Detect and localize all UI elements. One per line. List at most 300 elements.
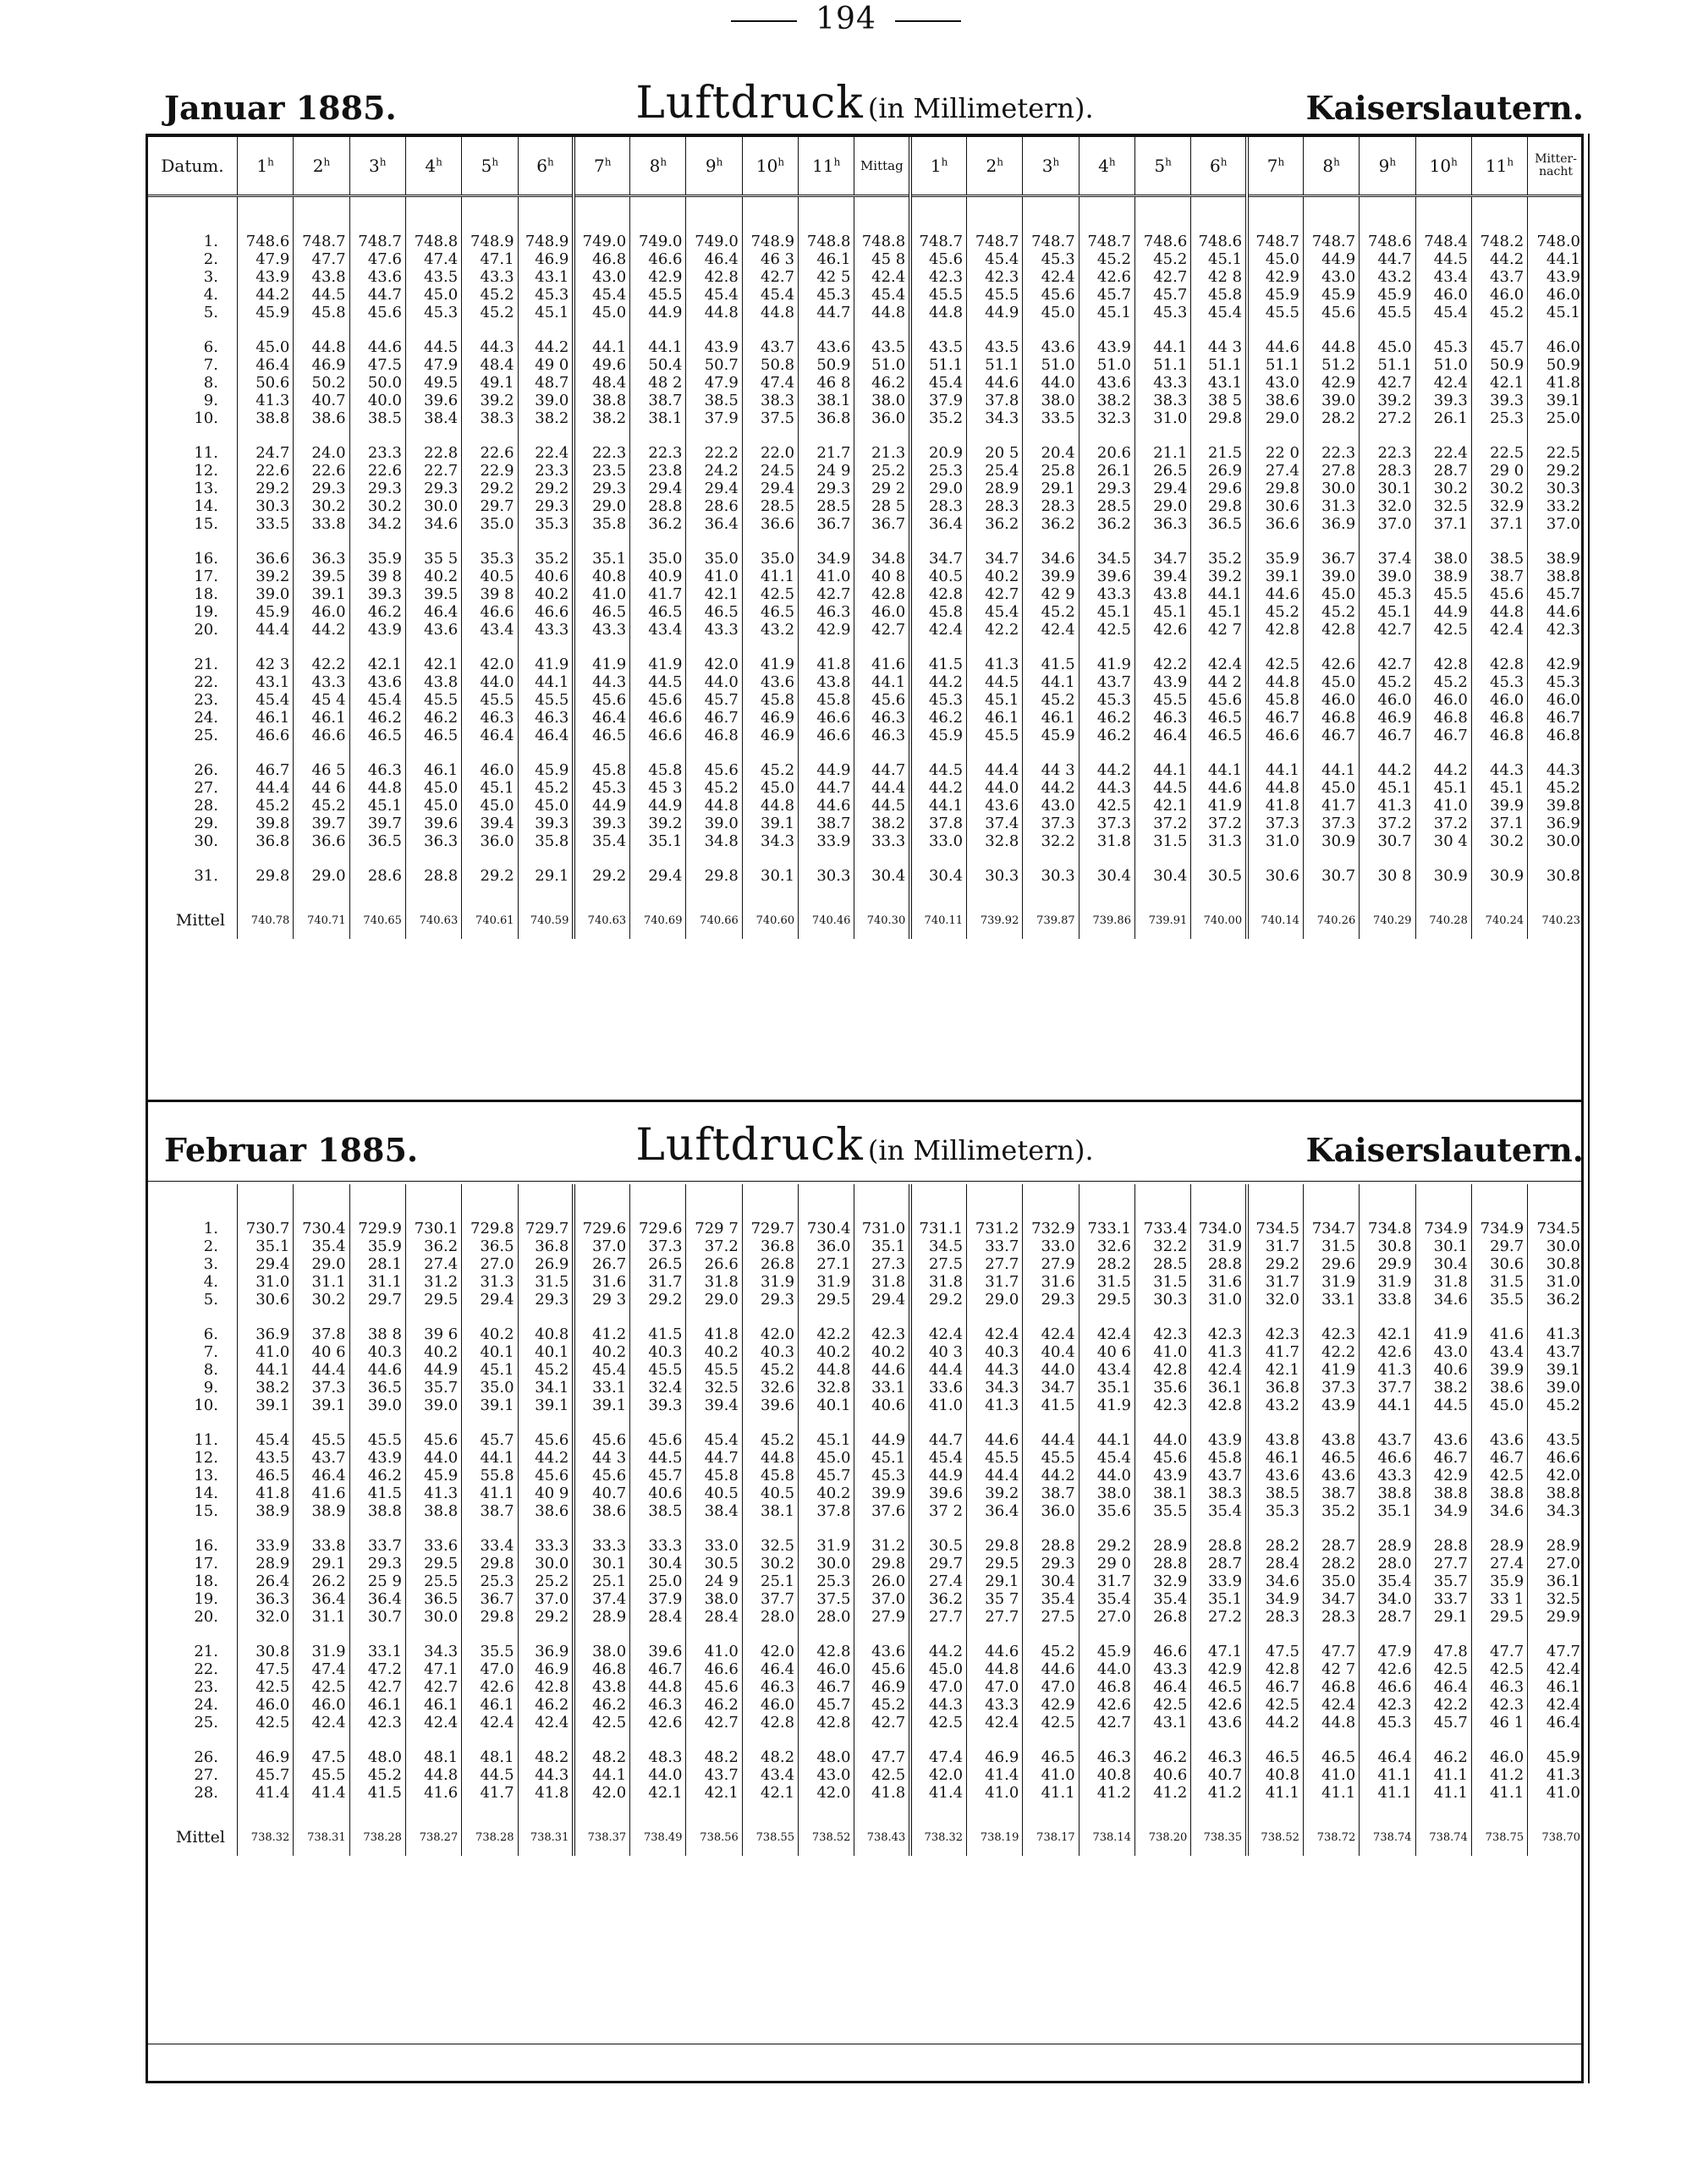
value-cell: 21.5 bbox=[1191, 444, 1247, 462]
value-cell: 48.3 bbox=[630, 1748, 686, 1766]
value-cell: 41.2 bbox=[1079, 1784, 1134, 1802]
value-cell: 42.1 bbox=[1247, 1361, 1303, 1379]
value-cell: 45.2 bbox=[686, 779, 742, 797]
value-cell: 31.0 bbox=[1191, 1291, 1247, 1309]
value-cell: 44.8 bbox=[1247, 673, 1303, 691]
value-cell: 22.4 bbox=[518, 444, 574, 462]
value-cell: 28.9 bbox=[1528, 1537, 1584, 1555]
value-cell: 46.7 bbox=[1360, 727, 1415, 744]
table-row bbox=[148, 550, 1584, 568]
value-cell: 731.0 bbox=[854, 1220, 910, 1237]
value-cell: 49.5 bbox=[405, 374, 461, 392]
value-cell: 39.6 bbox=[630, 1643, 686, 1660]
value-cell: 28.9 bbox=[1471, 1537, 1527, 1555]
value-cell: 36.2 bbox=[630, 515, 686, 533]
value-cell: 39.3 bbox=[1471, 392, 1527, 409]
value-cell: 28.9 bbox=[1360, 1537, 1415, 1555]
value-cell: 40.8 bbox=[574, 568, 629, 585]
value-cell: 29.8 bbox=[1191, 497, 1247, 515]
value-cell: 42.8 bbox=[854, 585, 910, 603]
value-cell: 34.3 bbox=[742, 832, 798, 850]
header-hour: 11$^h$ bbox=[799, 137, 854, 196]
value-cell: 44.9 bbox=[1303, 250, 1359, 268]
value-cell: 39.2 bbox=[462, 392, 518, 409]
mean-cell: 740.26 bbox=[1303, 902, 1359, 939]
value-cell: 44.5 bbox=[405, 338, 461, 356]
value-cell: 42.9 bbox=[1247, 268, 1303, 286]
value-cell: 44.7 bbox=[854, 761, 910, 779]
value-cell: 44.8 bbox=[1303, 338, 1359, 356]
value-cell: 36.5 bbox=[1191, 515, 1247, 533]
value-cell: 45.7 bbox=[630, 1467, 686, 1484]
value-cell: 38.7 bbox=[1471, 568, 1527, 585]
value-cell: 31.0 bbox=[1134, 409, 1190, 427]
value-cell: 45.7 bbox=[1134, 286, 1190, 304]
value-cell: 38.8 bbox=[349, 1502, 405, 1520]
value-cell: 41.6 bbox=[854, 656, 910, 673]
page-number bbox=[0, 2, 1692, 36]
table-row bbox=[148, 673, 1584, 691]
value-cell: 34.8 bbox=[854, 550, 910, 568]
value-cell: 44.3 bbox=[462, 338, 518, 356]
value-cell: 41.0 bbox=[574, 585, 629, 603]
value-cell: 45.5 bbox=[967, 286, 1023, 304]
value-cell: 40.8 bbox=[1247, 1766, 1303, 1784]
table-row bbox=[148, 656, 1584, 673]
value-cell: 45.0 bbox=[1360, 338, 1415, 356]
value-cell: 45.9 bbox=[1528, 1748, 1584, 1766]
value-cell: 47.5 bbox=[237, 1660, 293, 1678]
mean-cell: 738.70 bbox=[1528, 1819, 1584, 1856]
value-cell: 42.7 bbox=[1360, 656, 1415, 673]
value-cell: 39.1 bbox=[518, 1397, 574, 1414]
table-row bbox=[148, 1660, 1584, 1678]
value-cell: 25 9 bbox=[349, 1572, 405, 1590]
value-cell: 41.1 bbox=[1360, 1766, 1415, 1784]
value-cell: 36.9 bbox=[518, 1643, 574, 1660]
value-cell: 35.1 bbox=[854, 1237, 910, 1255]
value-cell: 43.3 bbox=[462, 268, 518, 286]
value-cell: 36.7 bbox=[1303, 550, 1359, 568]
value-cell: 46.8 bbox=[574, 250, 629, 268]
value-cell: 46.0 bbox=[1471, 286, 1527, 304]
value-cell: 39.2 bbox=[967, 1484, 1023, 1502]
value-cell: 30.2 bbox=[1415, 480, 1471, 497]
value-cell: 37.9 bbox=[630, 1590, 686, 1608]
value-cell: 43.9 bbox=[349, 621, 405, 639]
value-cell: 45.2 bbox=[1247, 603, 1303, 621]
value-cell: 40.6 bbox=[518, 568, 574, 585]
value-cell: 47.4 bbox=[742, 374, 798, 392]
value-cell: 25.3 bbox=[462, 1572, 518, 1590]
value-cell: 35.3 bbox=[518, 515, 574, 533]
table-row bbox=[148, 1255, 1584, 1273]
value-cell: 37.8 bbox=[967, 392, 1023, 409]
value-cell: 42.6 bbox=[1079, 1696, 1134, 1714]
value-cell: 41.9 bbox=[1079, 656, 1134, 673]
value-cell: 45.1 bbox=[1079, 603, 1134, 621]
table-row bbox=[148, 480, 1584, 497]
value-cell: 44.1 bbox=[574, 338, 629, 356]
value-cell: 35.1 bbox=[237, 1237, 293, 1255]
value-cell: 43.9 bbox=[1303, 1397, 1359, 1414]
value-cell: 28.6 bbox=[686, 497, 742, 515]
value-cell: 45.5 bbox=[294, 1766, 349, 1784]
value-cell: 46.0 bbox=[1528, 286, 1584, 304]
value-cell: 42.8 bbox=[1191, 1397, 1247, 1414]
value-cell: 49.6 bbox=[574, 356, 629, 374]
value-cell: 50.8 bbox=[742, 356, 798, 374]
value-cell: 45.4 bbox=[967, 250, 1023, 268]
value-cell: 40.7 bbox=[574, 1484, 629, 1502]
value-cell: 23.3 bbox=[518, 462, 574, 480]
value-cell: 46.4 bbox=[742, 1660, 798, 1678]
value-cell: 44.1 bbox=[1191, 585, 1247, 603]
value-cell: 38.1 bbox=[1134, 1484, 1190, 1502]
value-cell: 29 0 bbox=[1079, 1555, 1134, 1572]
gap-row bbox=[148, 1626, 1584, 1643]
value-cell: 44.0 bbox=[686, 673, 742, 691]
value-cell: 46.1 bbox=[1528, 1678, 1584, 1696]
value-cell: 27.5 bbox=[910, 1255, 966, 1273]
value-cell: 44.8 bbox=[1303, 1714, 1359, 1731]
value-cell: 748.2 bbox=[1471, 233, 1527, 250]
value-cell: 43.4 bbox=[1079, 1361, 1134, 1379]
value-cell: 42.8 bbox=[799, 1643, 854, 1660]
value-cell: 31.1 bbox=[294, 1608, 349, 1626]
day-cell: 1. bbox=[203, 233, 218, 250]
value-cell: 34.6 bbox=[1471, 1502, 1527, 1520]
mean-cell: 738.19 bbox=[967, 1819, 1023, 1856]
table-row bbox=[148, 1678, 1584, 1696]
spacer-row bbox=[148, 196, 1584, 233]
value-cell: 30.0 bbox=[799, 1555, 854, 1572]
mean-cell: 738.74 bbox=[1360, 1819, 1415, 1856]
value-cell: 31.6 bbox=[1191, 1273, 1247, 1291]
value-cell: 44.7 bbox=[686, 1449, 742, 1467]
value-cell: 44.7 bbox=[799, 779, 854, 797]
value-cell: 46.7 bbox=[799, 1678, 854, 1696]
day-cell: 30. bbox=[194, 832, 218, 850]
value-cell: 42.4 bbox=[1023, 1325, 1079, 1343]
value-cell: 46.5 bbox=[630, 603, 686, 621]
value-cell: 40.3 bbox=[742, 1343, 798, 1361]
value-cell: 44.6 bbox=[1023, 1660, 1079, 1678]
value-cell: 44.2 bbox=[518, 338, 574, 356]
value-cell: 21.7 bbox=[799, 444, 854, 462]
value-cell: 35.8 bbox=[574, 515, 629, 533]
value-cell: 28.0 bbox=[799, 1608, 854, 1626]
value-cell: 37.6 bbox=[854, 1502, 910, 1520]
value-cell: 41.4 bbox=[967, 1766, 1023, 1784]
value-cell: 748.9 bbox=[742, 233, 798, 250]
value-cell: 38.7 bbox=[630, 392, 686, 409]
value-cell: 42.4 bbox=[1191, 656, 1247, 673]
value-cell: 28.9 bbox=[1134, 1537, 1190, 1555]
value-cell: 44.3 bbox=[967, 1361, 1023, 1379]
day-cell: 7. bbox=[203, 1343, 218, 1361]
value-cell: 30.3 bbox=[1528, 480, 1584, 497]
value-cell: 45.6 bbox=[1134, 1449, 1190, 1467]
value-cell: 42 5 bbox=[799, 268, 854, 286]
day-cell: 26. bbox=[194, 1748, 218, 1766]
value-cell: 42.7 bbox=[1079, 1714, 1134, 1731]
value-cell: 39 8 bbox=[349, 568, 405, 585]
value-cell: 43.6 bbox=[1191, 1714, 1247, 1731]
mean-cell: 738.28 bbox=[349, 1819, 405, 1856]
value-cell: 37.1 bbox=[1471, 515, 1527, 533]
table-row bbox=[148, 1696, 1584, 1714]
table-row bbox=[148, 779, 1584, 797]
value-cell: 36.2 bbox=[1079, 515, 1134, 533]
value-cell: 42.6 bbox=[1303, 656, 1359, 673]
value-cell: 37.3 bbox=[294, 1379, 349, 1397]
mean-cell: 740.30 bbox=[854, 902, 910, 939]
value-cell: 48.4 bbox=[462, 356, 518, 374]
value-cell: 25.5 bbox=[405, 1572, 461, 1590]
value-cell: 42.8 bbox=[1134, 1361, 1190, 1379]
value-cell: 22.3 bbox=[574, 444, 629, 462]
value-cell: 46.1 bbox=[967, 709, 1023, 727]
value-cell: 30.0 bbox=[405, 497, 461, 515]
value-cell: 32.6 bbox=[742, 1379, 798, 1397]
value-cell: 42.7 bbox=[1360, 374, 1415, 392]
mean-cell: 740.46 bbox=[799, 902, 854, 939]
value-cell: 44.1 bbox=[1360, 1397, 1415, 1414]
value-cell: 41.5 bbox=[349, 1784, 405, 1802]
value-cell: 22.2 bbox=[686, 444, 742, 462]
value-cell: 46.7 bbox=[237, 761, 293, 779]
header-datum: Datum. bbox=[148, 137, 237, 196]
value-cell: 45.2 bbox=[1079, 250, 1134, 268]
value-cell: 28.7 bbox=[1191, 1555, 1247, 1572]
value-cell: 35.4 bbox=[1360, 1572, 1415, 1590]
value-cell: 27.2 bbox=[1191, 1608, 1247, 1626]
value-cell: 40.1 bbox=[462, 1343, 518, 1361]
value-cell: 41.9 bbox=[1079, 1397, 1134, 1414]
value-cell: 40.2 bbox=[405, 568, 461, 585]
value-cell: 43.6 bbox=[1079, 374, 1134, 392]
value-cell: 22.3 bbox=[630, 444, 686, 462]
value-cell: 748.4 bbox=[1415, 233, 1471, 250]
value-cell: 41.3 bbox=[1360, 1361, 1415, 1379]
value-cell: 29.4 bbox=[854, 1291, 910, 1309]
value-cell: 45.3 bbox=[405, 304, 461, 321]
value-cell: 24.0 bbox=[294, 444, 349, 462]
value-cell: 45.4 bbox=[910, 1449, 966, 1467]
value-cell: 29.2 bbox=[1528, 462, 1584, 480]
value-cell: 29.7 bbox=[1471, 1237, 1527, 1255]
value-cell: 44.4 bbox=[294, 1361, 349, 1379]
value-cell: 38.9 bbox=[294, 1502, 349, 1520]
value-cell: 40.2 bbox=[518, 585, 574, 603]
value-cell: 30.2 bbox=[349, 497, 405, 515]
mean-cell: 740.14 bbox=[1247, 902, 1303, 939]
value-cell: 41.7 bbox=[462, 1784, 518, 1802]
value-cell: 30.4 bbox=[1415, 1255, 1471, 1273]
value-cell: 28.5 bbox=[1079, 497, 1134, 515]
value-cell: 43.4 bbox=[630, 621, 686, 639]
value-cell: 45.5 bbox=[686, 1361, 742, 1379]
value-cell: 37.0 bbox=[518, 1590, 574, 1608]
value-cell: 33.4 bbox=[462, 1537, 518, 1555]
value-cell: 31.5 bbox=[518, 1273, 574, 1291]
day-cell: 16. bbox=[194, 1537, 218, 1555]
value-cell: 34.8 bbox=[686, 832, 742, 850]
table-row bbox=[148, 356, 1584, 374]
value-cell: 45.3 bbox=[1360, 585, 1415, 603]
header-hour: 5$^h$ bbox=[1134, 137, 1190, 196]
value-cell: 45.7 bbox=[686, 691, 742, 709]
value-cell: 47.4 bbox=[405, 250, 461, 268]
day-cell: 27. bbox=[194, 779, 218, 797]
value-cell: 46.1 bbox=[799, 250, 854, 268]
value-cell: 31.0 bbox=[237, 1273, 293, 1291]
value-cell: 45.1 bbox=[1191, 250, 1247, 268]
value-cell: 45.6 bbox=[686, 761, 742, 779]
value-cell: 39.0 bbox=[1528, 1379, 1584, 1397]
value-cell: 44.2 bbox=[1023, 1467, 1079, 1484]
mean-cell: 738.55 bbox=[742, 1819, 798, 1856]
value-cell: 35.0 bbox=[630, 550, 686, 568]
value-cell: 29.6 bbox=[1303, 1255, 1359, 1273]
value-cell: 39.0 bbox=[1303, 392, 1359, 409]
value-cell: 29.5 bbox=[799, 1291, 854, 1309]
value-cell: 29.5 bbox=[1471, 1608, 1527, 1626]
value-cell: 27.0 bbox=[1528, 1555, 1584, 1572]
value-cell: 36.8 bbox=[237, 832, 293, 850]
value-cell: 46.4 bbox=[518, 727, 574, 744]
value-cell: 51.1 bbox=[1360, 356, 1415, 374]
value-cell: 39.2 bbox=[630, 815, 686, 832]
table-row bbox=[148, 691, 1584, 709]
value-cell: 45.3 bbox=[518, 286, 574, 304]
value-cell: 45.8 bbox=[1247, 691, 1303, 709]
value-cell: 45.9 bbox=[910, 727, 966, 744]
value-cell: 43.3 bbox=[518, 621, 574, 639]
header-hour: 11$^h$ bbox=[1471, 137, 1527, 196]
value-cell: 33.3 bbox=[854, 832, 910, 850]
value-cell: 748.8 bbox=[799, 233, 854, 250]
value-cell: 44 6 bbox=[294, 779, 349, 797]
value-cell: 42.7 bbox=[967, 585, 1023, 603]
value-cell: 33.1 bbox=[854, 1379, 910, 1397]
value-cell: 45.6 bbox=[1191, 691, 1247, 709]
value-cell: 28.3 bbox=[910, 497, 966, 515]
value-cell: 50.4 bbox=[630, 356, 686, 374]
value-cell: 46.0 bbox=[1303, 691, 1359, 709]
value-cell: 44.2 bbox=[910, 673, 966, 691]
value-cell: 43.6 bbox=[1303, 1467, 1359, 1484]
value-cell: 44.8 bbox=[967, 1660, 1023, 1678]
month-header-februar bbox=[146, 1115, 1584, 1174]
value-cell: 32.5 bbox=[1415, 497, 1471, 515]
table-row bbox=[148, 1555, 1584, 1572]
mean-cell: 738.37 bbox=[574, 1819, 629, 1856]
value-cell: 43.7 bbox=[294, 1449, 349, 1467]
day-cell: 31. bbox=[194, 867, 218, 885]
value-cell: 43.7 bbox=[742, 338, 798, 356]
value-cell: 40.8 bbox=[1079, 1766, 1134, 1784]
value-cell: 45.3 bbox=[1023, 250, 1079, 268]
value-cell: 42.4 bbox=[1023, 268, 1079, 286]
value-cell: 30.8 bbox=[1528, 1255, 1584, 1273]
value-cell: 45.1 bbox=[462, 1361, 518, 1379]
value-cell: 29.1 bbox=[294, 1555, 349, 1572]
value-cell: 748.7 bbox=[1023, 233, 1079, 250]
section-line bbox=[148, 1181, 1584, 1182]
value-cell: 46.2 bbox=[349, 709, 405, 727]
value-cell: 36.3 bbox=[1134, 515, 1190, 533]
value-cell: 41.0 bbox=[1023, 1766, 1079, 1784]
table-januar bbox=[148, 137, 1584, 939]
value-cell: 26.9 bbox=[518, 1255, 574, 1273]
value-cell: 43.8 bbox=[1134, 585, 1190, 603]
value-cell: 46.5 bbox=[237, 1467, 293, 1484]
value-cell: 45.6 bbox=[854, 691, 910, 709]
value-cell: 43.3 bbox=[574, 621, 629, 639]
value-cell: 44.1 bbox=[1079, 1431, 1134, 1449]
value-cell: 35.0 bbox=[686, 550, 742, 568]
value-cell: 37.7 bbox=[1360, 1379, 1415, 1397]
value-cell: 44.0 bbox=[1134, 1431, 1190, 1449]
title-unit: (in Millimetern). bbox=[867, 1134, 1094, 1166]
value-cell: 42.8 bbox=[1247, 621, 1303, 639]
value-cell: 45.0 bbox=[1471, 1397, 1527, 1414]
mean-cell: 740.24 bbox=[1471, 902, 1527, 939]
value-cell: 43.3 bbox=[1134, 374, 1190, 392]
value-cell: 32.3 bbox=[1079, 409, 1134, 427]
value-cell: 39.3 bbox=[349, 585, 405, 603]
value-cell: 27.7 bbox=[1415, 1555, 1471, 1572]
table-row bbox=[148, 761, 1584, 779]
value-cell: 22.6 bbox=[237, 462, 293, 480]
value-cell: 46.0 bbox=[237, 1696, 293, 1714]
value-cell: 43.6 bbox=[1023, 338, 1079, 356]
value-cell: 45.6 bbox=[1303, 304, 1359, 321]
mean-cell: 739.91 bbox=[1134, 902, 1190, 939]
title-unit: (in Millimetern). bbox=[867, 92, 1094, 124]
value-cell: 38.7 bbox=[799, 815, 854, 832]
value-cell: 39.7 bbox=[294, 815, 349, 832]
value-cell: 29.8 bbox=[237, 867, 293, 885]
value-cell: 48.2 bbox=[686, 1748, 742, 1766]
value-cell: 44.9 bbox=[910, 1467, 966, 1484]
value-cell: 44.1 bbox=[518, 673, 574, 691]
value-cell: 32.6 bbox=[1079, 1237, 1134, 1255]
value-cell: 45.1 bbox=[349, 797, 405, 815]
value-cell: 22.9 bbox=[462, 462, 518, 480]
value-cell: 29.0 bbox=[686, 1291, 742, 1309]
value-cell: 22.6 bbox=[294, 462, 349, 480]
value-cell: 42.5 bbox=[1471, 1660, 1527, 1678]
value-cell: 40.2 bbox=[686, 1343, 742, 1361]
value-cell: 44.3 bbox=[1528, 761, 1584, 779]
value-cell: 32.2 bbox=[1134, 1237, 1190, 1255]
value-cell: 29.3 bbox=[1023, 1555, 1079, 1572]
value-cell: 48.1 bbox=[462, 1748, 518, 1766]
value-cell: 40.8 bbox=[518, 1325, 574, 1343]
value-cell: 33.3 bbox=[574, 1537, 629, 1555]
value-cell: 26.5 bbox=[630, 1255, 686, 1273]
value-cell: 36.2 bbox=[967, 515, 1023, 533]
value-cell: 35.0 bbox=[1303, 1572, 1359, 1590]
header-hour: 10$^h$ bbox=[742, 137, 798, 196]
value-cell: 36.9 bbox=[1303, 515, 1359, 533]
value-cell: 31.0 bbox=[1528, 1273, 1584, 1291]
value-cell: 43.9 bbox=[1528, 268, 1584, 286]
value-cell: 730.1 bbox=[405, 1220, 461, 1237]
